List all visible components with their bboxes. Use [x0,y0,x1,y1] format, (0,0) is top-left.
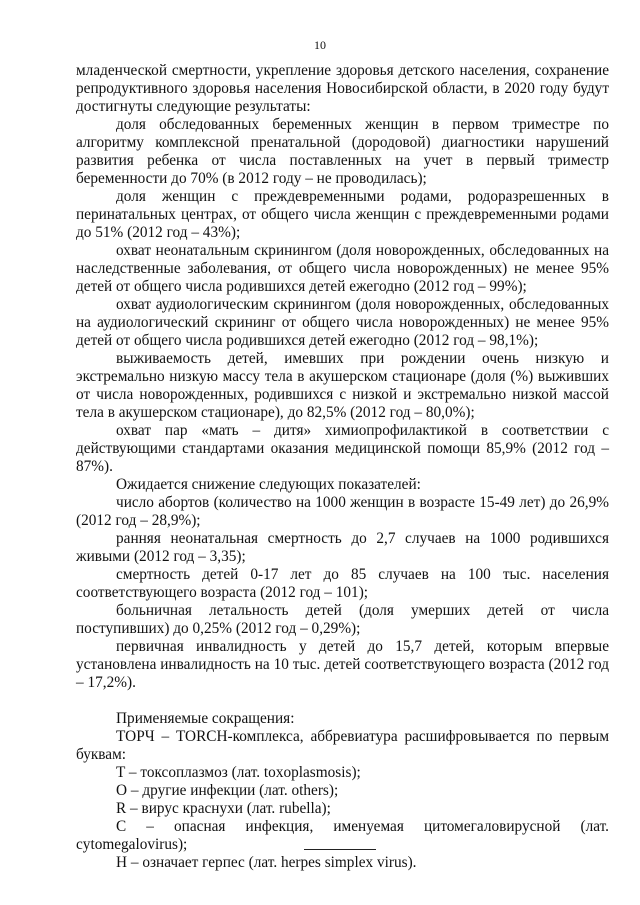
abbreviation-torch: ТОРЧ – TORCH-комплекса, аббревиатура расшифровывается по первым буквам: [76,728,609,763]
document-body [76,62,609,872]
page-number: 10 [314,38,326,52]
reduction-neonatal-mortality: ранняя неонатальная смертность до 2,7 случаев на 1000 родившихся живыми (2012 год – 3,35); [76,530,609,565]
footer-divider [304,849,376,850]
reduction-primary-disability: первичная инвалидность у детей до 15,7 детей, которым впервые установлена инвалидность на 10 тыс. детей соответствующего возраста (2012 год – 17,2%). [76,638,609,691]
abbreviation-t: T – токсоплазмоз (лат. toxoplasmosis); [116,764,361,781]
abbreviation-c: C – опасная инфекция, именуемая цитомегаловирусной (лат. cytomegalovirus); [76,818,609,853]
abbreviation-o: O – другие инфекции (лат. others); [116,782,339,799]
result-low-birth-weight-survival: выживаемость детей, имевших при рождении очень низкую и экстремально низкую массу тела в акушерском стационаре (доля (%) выживших от числа новорожденных, родившихся с низкой и экстремально низкой массой тела в акушерском стационаре), до 82,5% (2012 год – 80,0%); [76,350,609,421]
result-audiological-screening: охват аудиологическим скринингом (доля новорожденных, обследованных на аудиологический скрининг от общего числа новорожденных) не менее 95% детей от общего числа родившихся детей ежегодно (2012 год – 98,1%); [76,296,609,349]
result-neonatal-screening: охват неонатальным скринингом (доля новорожденных, обследованных на наследственные заболевания, от общего числа новорожденных) не менее 95% детей от общего числа родившихся детей ежегодно (2012 год – 99%); [76,242,609,295]
reduction-hospital-lethality: больничная летальность детей (доля умерших детей от числа поступивших) до 0,25% (2012 год – 0,29%); [76,602,609,637]
reduction-heading: Ожидается снижение следующих показателей: [116,476,421,493]
reduction-abortions: число абортов (количество на 1000 женщин в возрасте 15-49 лет) до 26,9% (2012 год – 28,9%); [76,494,609,529]
result-mother-child-prophylaxis: охват пар «мать – дитя» химиопрофилактикой в соответствии с действующими стандартами оказания медицинской помощи 85,9% (2012 год – 87%). [76,422,609,475]
result-prenatal-diagnostics: доля обследованных беременных женщин в первом триместре по алгоритму комплексной пренатальной (дородовой) диагностики нарушений развития ребенка от числа поставленных на учет в первый триместр беременности до 70% (в 2012 году – не проводилась); [76,116,609,187]
result-perinatal-births: доля женщин с преждевременными родами, родоразрешенных в перинатальных центрах, от общего числа женщин с преждевременными родами до 51% (2012 год – 43%); [76,188,609,241]
abbreviations-heading: Применяемые сокращения: [116,710,295,727]
intro-paragraph: младенческой смертности, укрепление здоровья детского населения, сохранение репродуктивного здоровья населения Новосибирской области, в 2020 году будут достигнуты следующие результаты: [76,62,609,115]
abbreviation-h: H – означает герпес (лат. herpes simplex virus). [116,854,417,871]
abbreviation-r: R – вирус краснухи (лат. rubella); [116,800,331,817]
reduction-child-mortality: смертность детей 0-17 лет до 85 случаев на 100 тыс. населения соответствующего возраста (2012 год – 101); [76,566,609,601]
